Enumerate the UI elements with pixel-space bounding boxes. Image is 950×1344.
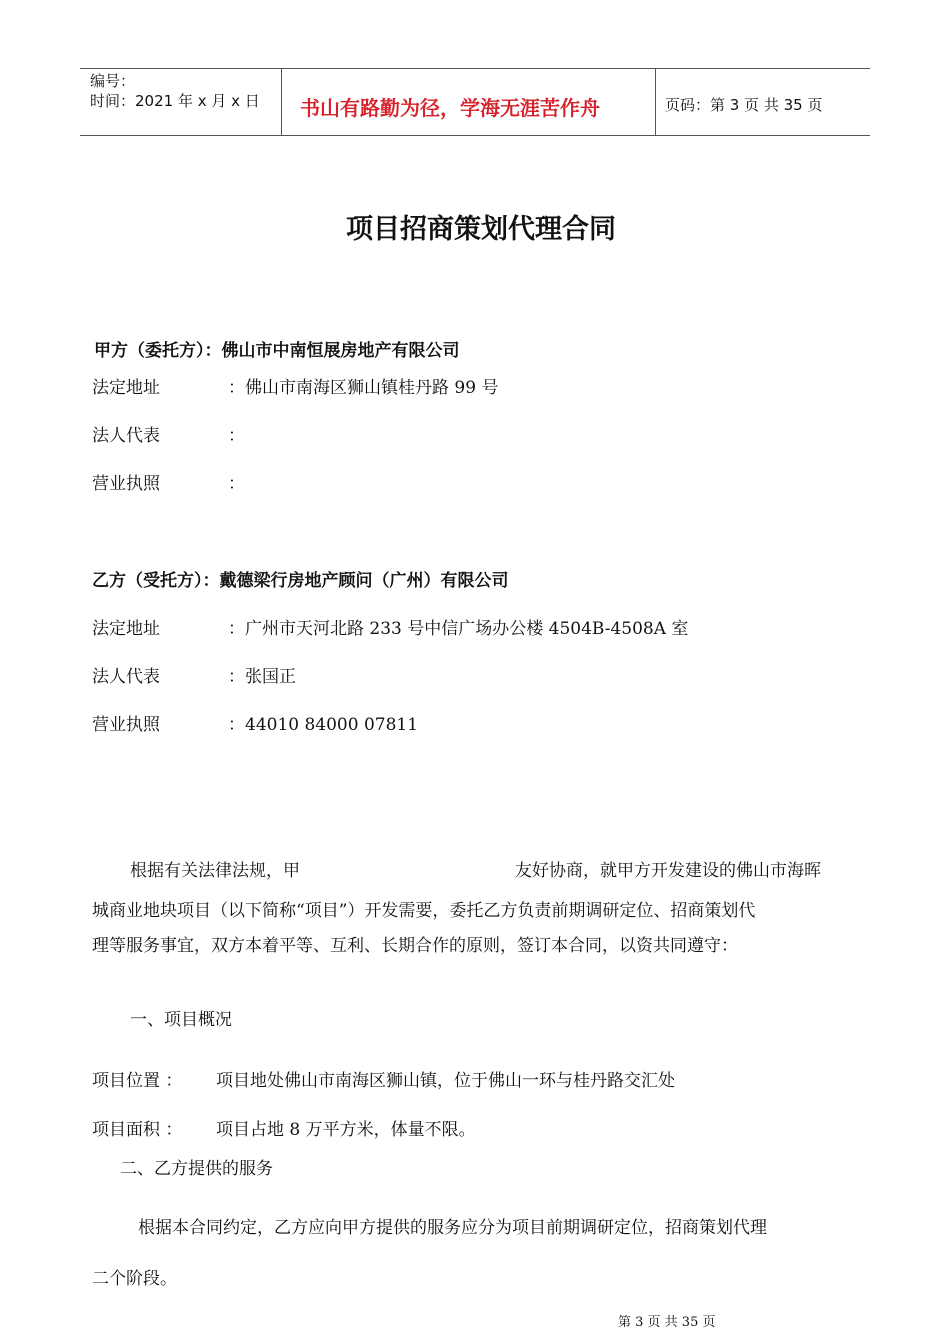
party-b-rep-value: ：张国正 xyxy=(228,667,296,687)
project-area-label: 项目面积 ： xyxy=(92,1120,183,1140)
party-a-license-label: 营业执照 xyxy=(92,474,160,494)
document-number-label: 编号： xyxy=(90,72,136,90)
section1-heading: 一、项目概况 xyxy=(130,1010,232,1030)
header-top-border xyxy=(80,68,870,69)
header-divider-left xyxy=(281,68,282,136)
party-b-address-value: ：广州市天河北路 233 号中信广场办公楼 4504B-4508A 室 xyxy=(228,619,689,639)
project-location-value: 项目地处佛山市南海区狮山镇，位于佛山一环与桂丹路交汇处 xyxy=(216,1071,675,1091)
page-footer-number: 第 3 页 共 35 页 xyxy=(618,1315,716,1330)
page-title: 项目招商策划代理合同 xyxy=(346,214,616,245)
project-area-value: 项目占地 8 万平方米，体量不限。 xyxy=(216,1120,476,1140)
party-a-heading: 甲方（委托方）：佛山市中南恒展房地产有限公司 xyxy=(94,341,460,361)
party-b-license-label: 营业执照 xyxy=(92,715,160,735)
header-bottom-border xyxy=(80,135,870,136)
intro-line3: 理等服务事宜，双方本着平等、互利、长期合作的原则，签订本合同，以资共同遵守： xyxy=(92,936,738,956)
party-a-address-label: 法定地址 xyxy=(92,378,160,398)
party-b-heading: 乙方（受托方）：戴德梁行房地产顾问（广州）有限公司 xyxy=(92,571,509,591)
party-a-license-value: ： xyxy=(228,474,245,494)
party-b-address-label: 法定地址 xyxy=(92,619,160,639)
header-page-code: 页码：第 3 页 共 35 页 xyxy=(665,96,823,114)
section2-line2: 二个阶段。 xyxy=(92,1269,177,1289)
intro-line2: 城商业地块项目（以下简称“项目”）开发需要，委托乙方负责前期调研定位、招商策划代 xyxy=(92,901,756,921)
header-divider-right xyxy=(655,68,656,136)
party-a-rep-value: ： xyxy=(228,426,245,446)
header-motto: 书山有路勤为径，学海无涯苦作舟 xyxy=(300,96,600,120)
party-b-rep-label: 法人代表 xyxy=(92,667,160,687)
party-a-rep-label: 法人代表 xyxy=(92,426,160,446)
party-b-license-value: ：44010 84000 07811 xyxy=(228,715,419,735)
section2-line1: 根据本合同约定，乙方应向甲方提供的服务应分为项目前期调研定位，招商策划代理 xyxy=(138,1218,767,1238)
intro-line1-start: 根据有关法律法规，甲 xyxy=(130,861,300,881)
intro-line1-end: 友好协商，就甲方开发建设的佛山市海晖 xyxy=(515,861,821,881)
party-a-address-value: ：佛山市南海区狮山镇桂丹路 99 号 xyxy=(228,378,499,398)
document-date: 时间：2021 年 x 月 x 日 xyxy=(90,92,260,110)
section2-heading: 二、乙方提供的服务 xyxy=(120,1159,273,1179)
project-location-label: 项目位置 ： xyxy=(92,1071,183,1091)
